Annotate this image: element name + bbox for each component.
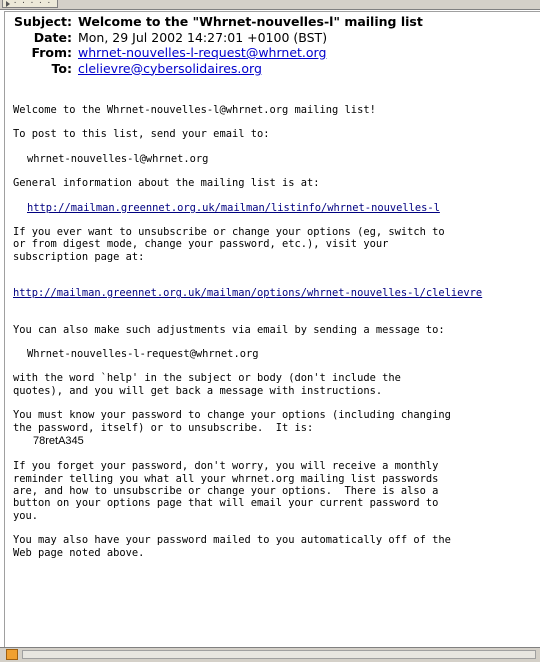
request-address-text: Whrnet-nouvelles-l-request@whrnet.org bbox=[27, 348, 259, 361]
forget-line-4: button on your options page that will email your current password to bbox=[13, 497, 439, 510]
top-toolbar bbox=[0, 0, 540, 10]
post-intro-text: To post to this list, send your email to: bbox=[13, 128, 270, 141]
unsubscribe-line-1: If you ever want to unsubscribe or change your options (eg, switch to bbox=[13, 226, 445, 239]
welcome-text: Welcome to the Whrnet-nouvelles-l@whrnet.org mailing list! bbox=[13, 104, 376, 116]
date-label: Date: bbox=[33, 29, 72, 45]
email-adjust-text: You can also make such adjustments via email by sending a message to: bbox=[13, 323, 445, 336]
horizontal-scrollbar[interactable] bbox=[0, 647, 540, 662]
to-row bbox=[4, 61, 423, 77]
message-body bbox=[13, 104, 540, 559]
from-link[interactable]: whrnet-nouvelles-l-request@whrnet.org bbox=[78, 45, 327, 60]
password-line-1: You must know your password to change your options (including changing bbox=[13, 409, 451, 422]
password-line-2: the password, itself) or to unsubscribe. It is: bbox=[13, 421, 314, 434]
to-label: To: bbox=[51, 60, 72, 76]
listinfo-link[interactable]: http://mailman.greennet.org.uk/mailman/listinfo/whrnet-nouvelles-l bbox=[27, 201, 440, 214]
options-link[interactable]: http://mailman.greennet.org.uk/mailman/options/whrnet-nouvelles-l/clelievre bbox=[13, 287, 483, 300]
password-value: 78retA345 bbox=[33, 435, 84, 448]
subject-row bbox=[4, 14, 423, 30]
from-label: From: bbox=[31, 45, 72, 60]
help-line-1: with the word `help' in the subject or body (don't include the bbox=[13, 372, 401, 385]
to-link[interactable]: clelievre@cybersolidaires.org bbox=[78, 60, 262, 76]
help-line-2: quotes), and you will get back a message with instructions. bbox=[13, 384, 383, 397]
tab-dots-icon: · · · · · bbox=[13, 0, 51, 7]
collapse-tab[interactable] bbox=[2, 0, 58, 8]
scrollbar-track[interactable] bbox=[22, 650, 536, 659]
info-intro-text: General information about the mailing list is at: bbox=[13, 177, 320, 190]
grip-handle-icon[interactable] bbox=[6, 649, 18, 660]
unsubscribe-line-2: or from digest mode, change your password, etc.), visit your bbox=[13, 238, 389, 251]
message-headers bbox=[4, 14, 423, 76]
unsubscribe-line-3: subscription page at: bbox=[13, 250, 145, 263]
forget-line-3: are, and how to unsubscribe or change your options. There is also a bbox=[13, 484, 439, 497]
forget-line-5: you. bbox=[13, 509, 39, 522]
forget-line-2: reminder telling you what all your whrnet.org mailing list passwords bbox=[13, 472, 439, 485]
mailed-line-2: Web page noted above. bbox=[13, 546, 145, 559]
subject-value: Welcome to the "Whrnet-nouvelles-l" mailing list bbox=[78, 14, 423, 29]
from-row bbox=[4, 45, 423, 61]
subject-label: Subject: bbox=[14, 14, 72, 29]
date-row bbox=[4, 30, 423, 46]
mailed-line-1: You may also have your password mailed to you automatically off of the bbox=[13, 534, 451, 547]
forget-line-1: If you forget your password, don't worry, you will receive a monthly bbox=[13, 460, 439, 473]
triangle-right-icon bbox=[6, 1, 10, 7]
post-address-text: whrnet-nouvelles-l@whrnet.org bbox=[27, 152, 209, 165]
date-value: Mon, 29 Jul 2002 14:27:01 +0100 (BST) bbox=[78, 29, 328, 45]
